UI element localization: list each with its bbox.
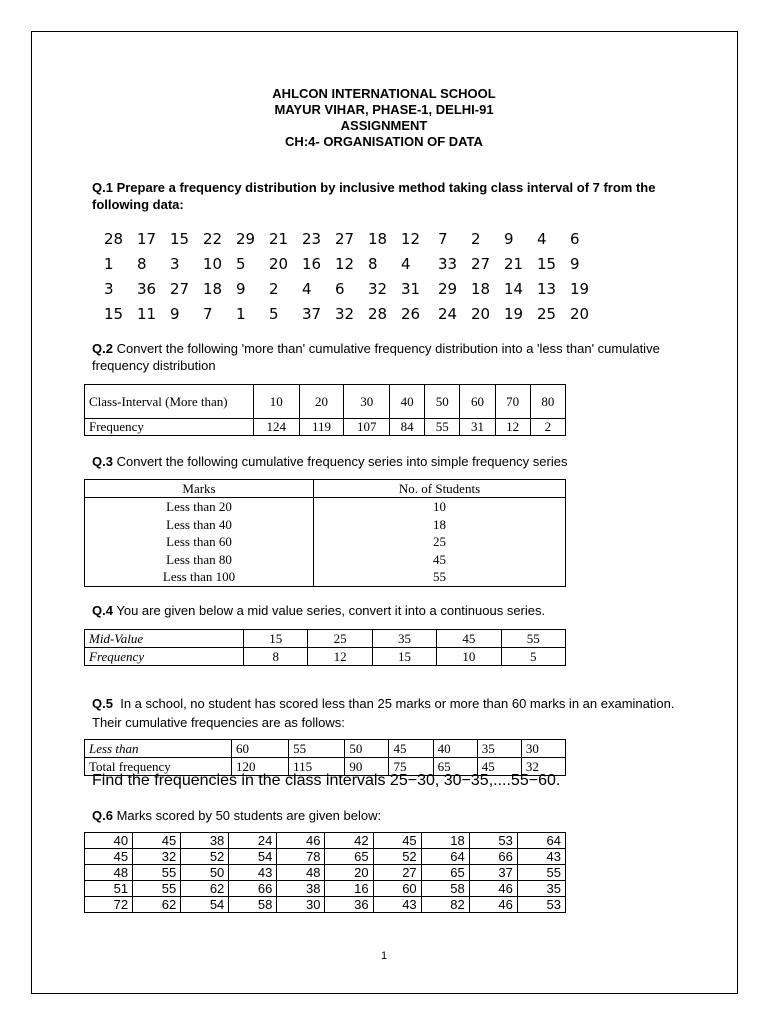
q4-row2-label: Frequency (85, 648, 244, 666)
q2-text (92, 340, 682, 374)
q1-data-value: 21 (269, 230, 289, 248)
q6-mark-cell: 52 (373, 849, 421, 865)
q6-mark-cell: 36 (325, 897, 373, 913)
q2-class-cell: 40 (389, 385, 424, 419)
q1-data-value: 20 (269, 255, 289, 273)
q3-students-cell: 55 (314, 568, 566, 586)
q2-freq-cell: 107 (344, 419, 390, 436)
q1-data-value: 2 (471, 230, 481, 248)
q1-data-value: 9 (236, 280, 246, 298)
q6-mark-cell: 62 (133, 897, 181, 913)
q3-students-cell: 45 (314, 551, 566, 569)
q5-text (92, 694, 692, 732)
q5-total-cell: 75 (389, 758, 433, 776)
q1-data-value: 20 (471, 305, 491, 323)
q3-students-cell: 18 (314, 516, 566, 534)
q1-data-value: 33 (438, 255, 458, 273)
q4-mid-cell: 55 (501, 630, 565, 648)
q1-data-value: 5 (236, 255, 246, 273)
q6-mark-cell: 48 (277, 865, 325, 881)
q6-mark-cell: 43 (229, 865, 277, 881)
q6-number: Q.6 (92, 808, 113, 823)
q5-total-cell: 65 (433, 758, 477, 776)
q5-marks-cell: 30 (521, 740, 565, 758)
q1-data-value: 29 (438, 280, 458, 298)
q2-body: Convert the following 'more than' cumulative frequency distribution into a 'less than' cumulative frequency distribution (92, 341, 660, 373)
q1-data-value: 12 (401, 230, 421, 248)
q6-mark-cell: 58 (421, 881, 469, 897)
q4-mid-row (85, 630, 566, 648)
table-row (85, 881, 566, 897)
q1-data-value: 37 (302, 305, 322, 323)
q1-data-value: 32 (368, 280, 388, 298)
q2-class-cell: 60 (460, 385, 495, 419)
q5-find-text: Find the frequencies in the class intervals 25−30, 30−35,....55−60. (92, 772, 561, 789)
q6-mark-cell: 82 (421, 897, 469, 913)
q4-freq-cell: 10 (437, 648, 501, 666)
q6-mark-cell: 45 (133, 833, 181, 849)
q1-data-value: 26 (401, 305, 421, 323)
q1-data-value: 10 (203, 255, 223, 273)
table-row (85, 849, 566, 865)
q4-body: You are given below a mid value series, convert it into a continuous series. (116, 603, 546, 618)
q2-class-row (85, 385, 566, 419)
q1-data-value: 14 (504, 280, 524, 298)
q1-data-value: 9 (504, 230, 514, 248)
q6-mark-cell: 53 (469, 833, 517, 849)
q5-less-row (85, 740, 566, 758)
q6-mark-cell: 42 (325, 833, 373, 849)
q2-class-cell: 70 (495, 385, 530, 419)
q6-mark-cell: 20 (325, 865, 373, 881)
q1-data-value: 31 (401, 280, 421, 298)
q2-freq-cell: 12 (495, 419, 530, 436)
q2-class-cell: 80 (530, 385, 565, 419)
q1-data-value: 32 (335, 305, 355, 323)
q3-students-cell: 25 (314, 533, 566, 551)
q3-col-marks: Marks (85, 480, 314, 498)
q6-table-body (85, 833, 566, 913)
q2-table (84, 384, 566, 436)
q6-text (92, 807, 692, 824)
q6-mark-cell: 43 (373, 897, 421, 913)
table-row (85, 533, 566, 551)
q1-text: Q.1 Prepare a frequency distribution by inclusive method taking class interval of 7 from the following data: (92, 180, 656, 212)
q3-marks-cell: Less than 20 (85, 498, 314, 516)
q6-mark-cell: 46 (469, 881, 517, 897)
q1-data-value: 7 (203, 305, 213, 323)
q2-row1-label: Class-Interval (More than) (85, 385, 254, 419)
q2-class-cell: 50 (425, 385, 460, 419)
q6-mark-cell: 55 (133, 881, 181, 897)
q2-freq-cell: 2 (530, 419, 565, 436)
q1-data-value: 12 (335, 255, 355, 273)
q6-mark-cell: 66 (229, 881, 277, 897)
school-address: MAYUR VIHAR, PHASE-1, DELHI-91 (274, 102, 494, 117)
q5-total-cell: 90 (345, 758, 389, 776)
q3-marks-cell: Less than 80 (85, 551, 314, 569)
q4-freq-cell: 8 (244, 648, 308, 666)
q6-mark-cell: 64 (517, 833, 565, 849)
q6-mark-cell: 45 (85, 849, 133, 865)
doc-type: ASSIGNMENT (340, 118, 428, 133)
q4-row1-label: Mid-Value (85, 630, 244, 648)
q1-data-value: 4 (537, 230, 547, 248)
q5-marks-cell: 35 (477, 740, 521, 758)
q6-mark-cell: 55 (133, 865, 181, 881)
table-row (85, 833, 566, 849)
q1-data-value: 18 (471, 280, 491, 298)
q2-freq-cell: 119 (299, 419, 344, 436)
q1-data-value: 19 (504, 305, 524, 323)
q5-marks-cell: 55 (289, 740, 345, 758)
q2-number: Q.2 (92, 341, 113, 356)
q2-freq-cell: 31 (460, 419, 495, 436)
q6-mark-cell: 54 (229, 849, 277, 865)
q1-data-value: 25 (537, 305, 557, 323)
q6-mark-cell: 65 (421, 865, 469, 881)
q5-total-cell: 32 (521, 758, 565, 776)
chapter-title: CH:4- ORGANISATION OF DATA (285, 134, 483, 149)
q6-mark-cell: 60 (373, 881, 421, 897)
q1-data-value: 6 (335, 280, 345, 298)
q5-total-cell: 45 (477, 758, 521, 776)
q5-total-cell: 115 (289, 758, 345, 776)
q1-data-value: 8 (137, 255, 147, 273)
q1-data-value: 9 (170, 305, 180, 323)
q6-mark-cell: 24 (229, 833, 277, 849)
q6-mark-cell: 35 (517, 881, 565, 897)
q3-body: Convert the following cumulative frequency series into simple frequency series (116, 454, 568, 469)
q6-mark-cell: 38 (181, 833, 229, 849)
q3-text (92, 453, 702, 470)
q1-data-value: 15 (537, 255, 557, 273)
q5-marks-cell: 40 (433, 740, 477, 758)
page-number: 1 (380, 950, 388, 962)
q1-data-value: 11 (137, 305, 157, 323)
q1-data-value: 29 (236, 230, 256, 248)
q5-number: Q.5 (92, 696, 113, 711)
q4-freq-cell: 15 (372, 648, 436, 666)
q6-mark-cell: 66 (469, 849, 517, 865)
q1-data-value: 27 (335, 230, 355, 248)
q5-body: In a school, no student has scored less than 25 marks or more than 60 marks in an examination. Their cumulative frequencies are as follows: (92, 696, 675, 730)
q1-data-value: 18 (203, 280, 223, 298)
q2-class-cell: 30 (344, 385, 390, 419)
q6-mark-cell: 53 (517, 897, 565, 913)
q4-freq-row (85, 648, 566, 666)
q1-data-value: 28 (368, 305, 388, 323)
table-row (85, 568, 566, 586)
q1-data-value: 3 (104, 280, 114, 298)
q1-data-value: 13 (537, 280, 557, 298)
q1-data-value: 17 (137, 230, 157, 248)
q5-table (84, 739, 566, 776)
q6-mark-cell: 16 (325, 881, 373, 897)
q6-body: Marks scored by 50 students are given below: (116, 808, 382, 823)
table-row (85, 897, 566, 913)
q3-header-row (85, 480, 566, 498)
table-row (85, 498, 566, 516)
q5-marks-cell: 45 (389, 740, 433, 758)
q3-marks-cell: Less than 60 (85, 533, 314, 551)
q1-data-value: 27 (170, 280, 190, 298)
q2-freq-cell: 55 (425, 419, 460, 436)
q6-mark-cell: 51 (85, 881, 133, 897)
q6-mark-cell: 46 (277, 833, 325, 849)
q6-mark-cell: 58 (229, 897, 277, 913)
q1-data-value: 6 (570, 230, 580, 248)
table-row (85, 865, 566, 881)
q6-mark-cell: 50 (181, 865, 229, 881)
q3-table (84, 479, 566, 587)
q6-mark-cell: 43 (517, 849, 565, 865)
q5-row1-label: Less than (85, 740, 232, 758)
q1-data-value: 7 (438, 230, 448, 248)
q5-marks-cell: 60 (232, 740, 289, 758)
q5-total-cell: 120 (232, 758, 289, 776)
q1-data-value: 19 (570, 280, 590, 298)
q5-row2-label: Total frequency (85, 758, 232, 776)
q1-data-value: 4 (401, 255, 411, 273)
q1-data-value: 3 (170, 255, 180, 273)
q6-mark-cell: 64 (421, 849, 469, 865)
q6-mark-cell: 52 (181, 849, 229, 865)
q1-data-value: 1 (236, 305, 246, 323)
q1-data-value: 21 (504, 255, 524, 273)
q1-data-value: 20 (570, 305, 590, 323)
q1-data-value: 4 (302, 280, 312, 298)
q1-data-value: 36 (137, 280, 157, 298)
q1-data-value: 1 (104, 255, 114, 273)
q6-mark-cell: 65 (325, 849, 373, 865)
q1-data-value: 9 (570, 255, 580, 273)
q1-data-value: 2 (269, 280, 279, 298)
q3-marks-cell: Less than 40 (85, 516, 314, 534)
q1-data-value: 16 (302, 255, 322, 273)
q6-mark-cell: 46 (469, 897, 517, 913)
q3-number: Q.3 (92, 454, 113, 469)
q6-mark-cell: 27 (373, 865, 421, 881)
q6-mark-cell: 55 (517, 865, 565, 881)
q4-text (92, 602, 702, 619)
q2-class-cell: 20 (299, 385, 344, 419)
q6-mark-cell: 37 (469, 865, 517, 881)
table-row (85, 516, 566, 534)
q4-freq-cell: 12 (308, 648, 372, 666)
q4-mid-cell: 15 (244, 630, 308, 648)
q4-table (84, 629, 566, 666)
q2-freq-cell: 124 (254, 419, 300, 436)
q6-table (84, 832, 566, 913)
q1-data-value: 24 (438, 305, 458, 323)
q1-data-value: 15 (104, 305, 124, 323)
q4-mid-cell: 45 (437, 630, 501, 648)
q6-mark-cell: 32 (133, 849, 181, 865)
q6-mark-cell: 54 (181, 897, 229, 913)
school-name: AHLCON INTERNATIONAL SCHOOL (272, 86, 496, 101)
q4-mid-cell: 25 (308, 630, 372, 648)
q6-mark-cell: 78 (277, 849, 325, 865)
q6-mark-cell: 30 (277, 897, 325, 913)
q1-data-value: 27 (471, 255, 491, 273)
q1-data-value: 28 (104, 230, 124, 248)
q1-data-value: 18 (368, 230, 388, 248)
q6-mark-cell: 18 (421, 833, 469, 849)
q4-freq-cell: 5 (501, 648, 565, 666)
q1-data-value: 5 (269, 305, 279, 323)
q6-mark-cell: 48 (85, 865, 133, 881)
q2-freq-cell: 84 (389, 419, 424, 436)
q4-mid-cell: 35 (372, 630, 436, 648)
q1-data-value: 23 (302, 230, 322, 248)
q1-data-value: 15 (170, 230, 190, 248)
q6-mark-cell: 72 (85, 897, 133, 913)
q4-number: Q.4 (92, 603, 113, 618)
q2-frequency-row (85, 419, 566, 436)
q6-mark-cell: 38 (277, 881, 325, 897)
q6-mark-cell: 40 (85, 833, 133, 849)
q6-mark-cell: 62 (181, 881, 229, 897)
q3-students-cell: 10 (314, 498, 566, 516)
q1-data-value: 22 (203, 230, 223, 248)
q3-marks-cell: Less than 100 (85, 568, 314, 586)
q5-marks-cell: 50 (345, 740, 389, 758)
q1-data-value: 8 (368, 255, 378, 273)
q2-class-cell: 10 (254, 385, 300, 419)
table-row (85, 551, 566, 569)
q6-mark-cell: 45 (373, 833, 421, 849)
q3-col-students: No. of Students (314, 480, 566, 498)
q2-row2-label: Frequency (85, 419, 254, 436)
